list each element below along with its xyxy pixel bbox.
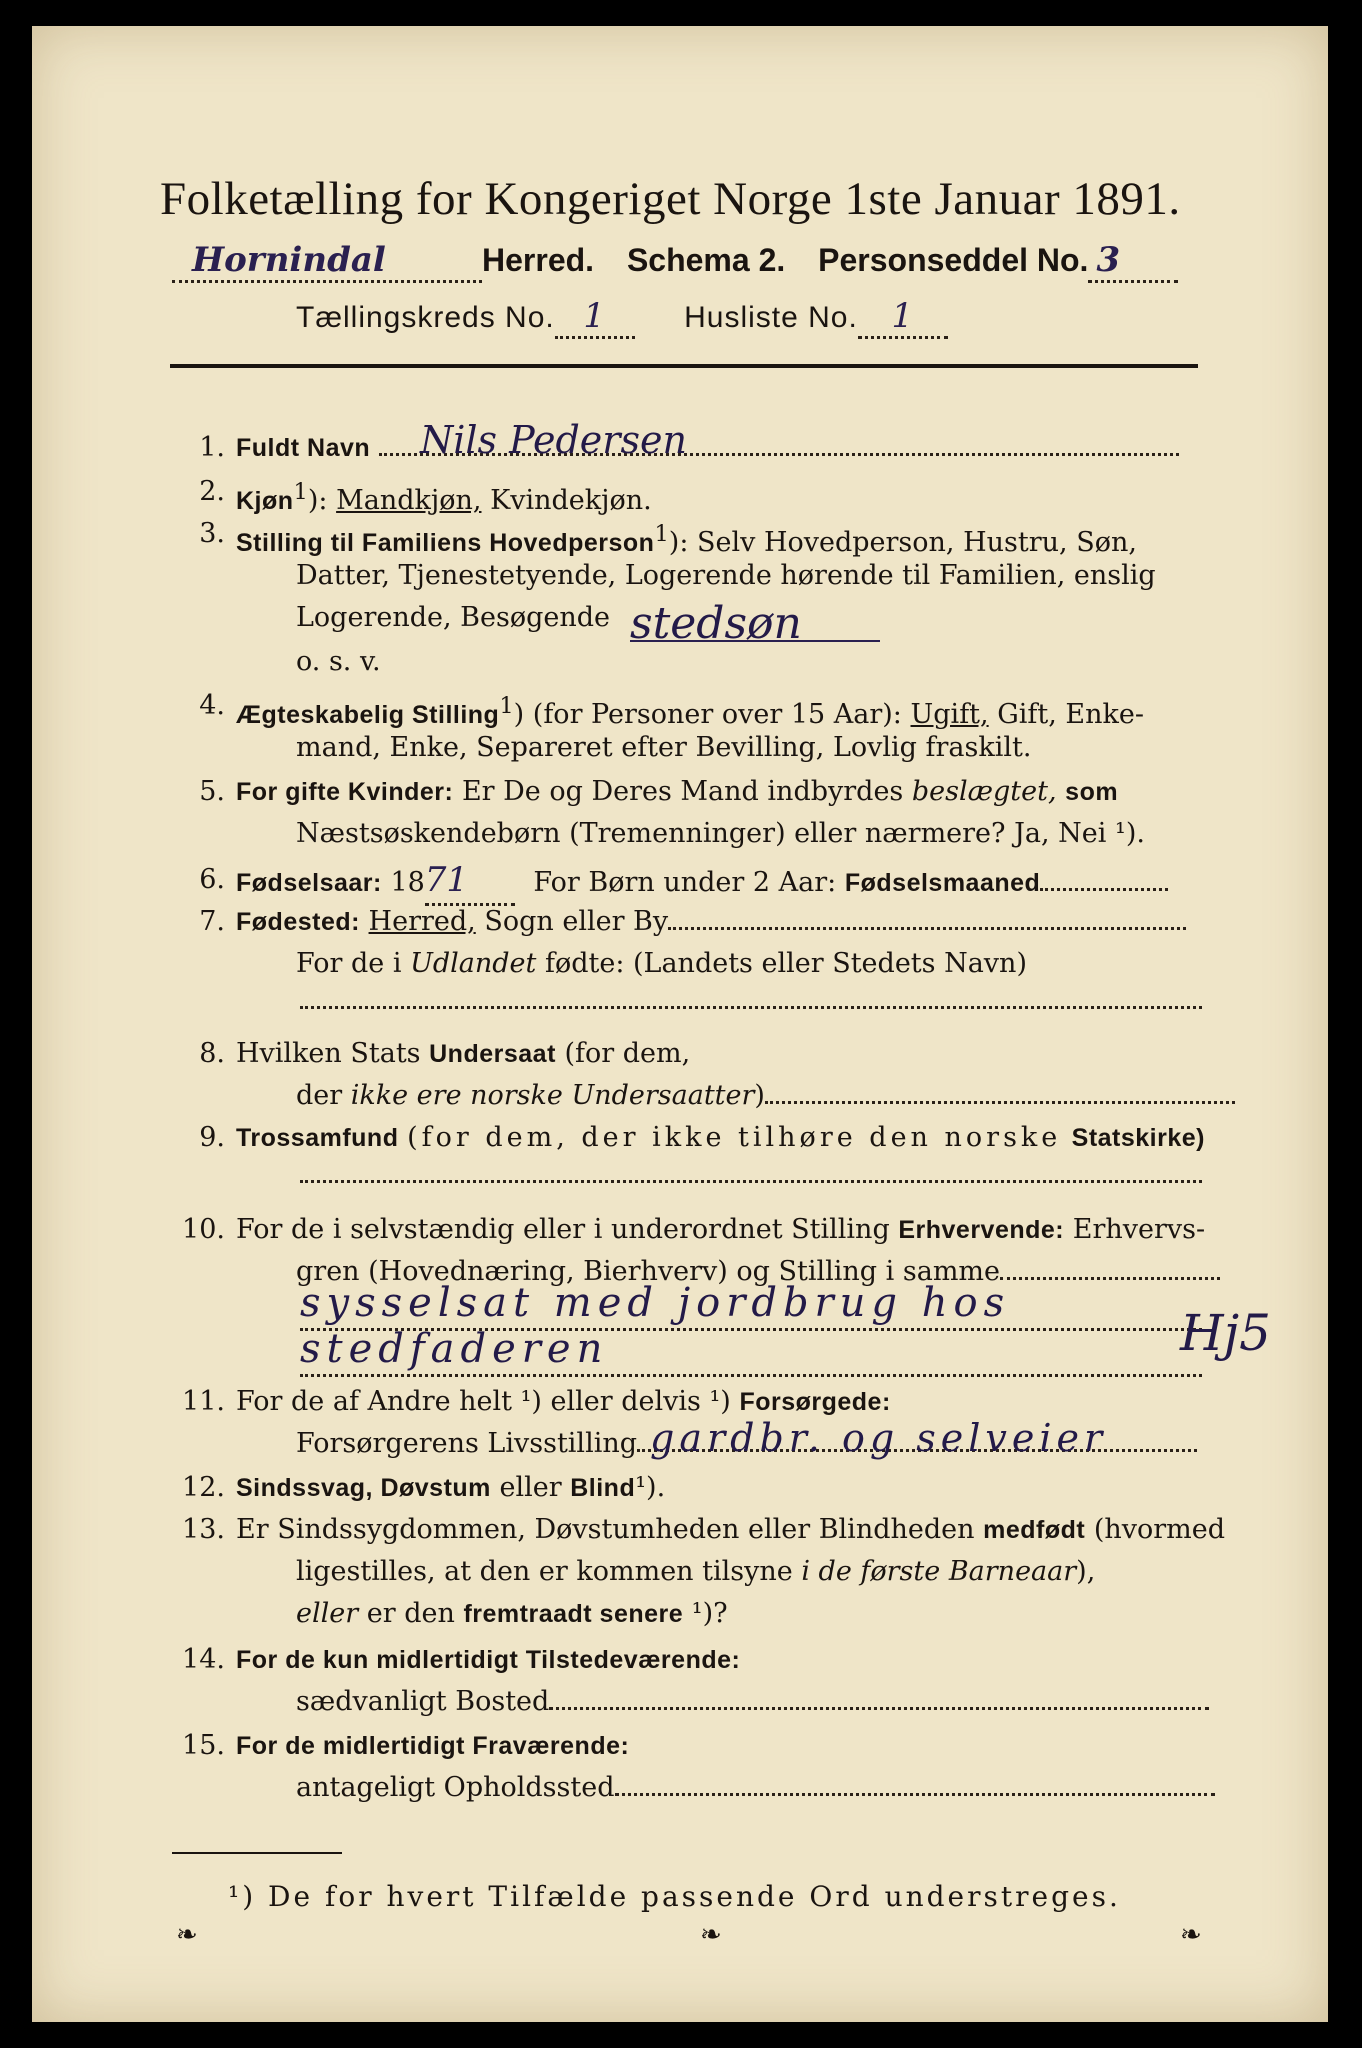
question-label: Ægteskabelig Stilling bbox=[236, 701, 500, 729]
question-text: der bbox=[296, 1080, 343, 1111]
question-text: ¹)? bbox=[691, 1598, 728, 1629]
footnote-ref: 1 bbox=[499, 693, 514, 719]
nationality-field bbox=[765, 1101, 1235, 1104]
question-text: ligestilles, at den er kommen tilsyne bbox=[296, 1556, 793, 1587]
husliste-number: 1 bbox=[891, 296, 915, 336]
ornament-center: ❧ bbox=[700, 1920, 722, 1950]
question-text: (hvormed bbox=[1093, 1514, 1226, 1545]
question-text: gren (Hovednæring, Bierhverv) og Stilling i samme bbox=[296, 1256, 1001, 1287]
question-label: medfødt bbox=[983, 1516, 1086, 1544]
question-text: o. s. v. bbox=[296, 646, 381, 677]
question-text: Sogn eller By bbox=[484, 906, 669, 937]
question-text: Datter, Tjenestetyende, Logerende hørende til Familien, enslig bbox=[296, 560, 1156, 591]
personseddel-field bbox=[1088, 240, 1178, 283]
question-number: 3. bbox=[199, 518, 225, 549]
residence-field bbox=[549, 1707, 1209, 1710]
header-herred-line bbox=[172, 240, 1178, 283]
question-label: Kjøn bbox=[236, 487, 294, 515]
question-text: (for dem, bbox=[564, 1038, 691, 1069]
question-label: Undersaat bbox=[429, 1040, 556, 1068]
question-number: 12. bbox=[182, 1472, 225, 1503]
question-text-italic: Udlandet bbox=[410, 948, 537, 979]
question-text: Selv Hovedperson, Hustru, Søn, bbox=[697, 527, 1137, 558]
question-number: 5. bbox=[199, 776, 225, 807]
question-label: Fødselsmaaned bbox=[844, 869, 1041, 897]
question-label: Fødselsaar: bbox=[236, 869, 382, 897]
personseddel-number: 3 bbox=[1096, 240, 1121, 280]
question-text: (for Personer over 15 Aar): bbox=[532, 699, 902, 730]
question-label: For gifte Kvinder: bbox=[236, 778, 454, 806]
taellingskreds-number: 1 bbox=[583, 296, 607, 336]
question-text: (for dem, der ikke tilhøre den norske bbox=[407, 1122, 1062, 1153]
option-mandkjon: Mandkjøn, bbox=[336, 485, 482, 516]
stilling-answer: stedsøn bbox=[630, 598, 802, 649]
question-text: er den bbox=[366, 1598, 455, 1629]
taellingskreds-field bbox=[555, 296, 635, 339]
question-text: fødte: (Landets eller Stedets Navn) bbox=[544, 948, 1027, 979]
question-label: Trossamfund bbox=[236, 1124, 399, 1152]
question-text: Er Sindssygdommen, Døvstumheden eller Blindheden bbox=[236, 1514, 975, 1545]
question-text: sædvanligt Bosted bbox=[296, 1686, 550, 1717]
birthplace-field bbox=[668, 927, 1186, 930]
year-answer: 71 bbox=[424, 860, 469, 900]
question-number: 10. bbox=[182, 1214, 225, 1245]
question-label: fremtraadt senere bbox=[463, 1600, 684, 1628]
occupation-field bbox=[1000, 1277, 1220, 1280]
header-krets-line bbox=[296, 296, 948, 339]
herred-label: Herred. bbox=[482, 242, 595, 278]
whereabouts-field bbox=[615, 1793, 1215, 1796]
question-text: ¹). bbox=[635, 1472, 666, 1503]
question-text: Hvilken Stats bbox=[236, 1038, 421, 1069]
option-herred: Herred, bbox=[368, 906, 476, 937]
occupation-mark: Hj5 bbox=[1180, 1304, 1271, 1362]
provider-answer: gardbr. og selveier bbox=[650, 1416, 1108, 1460]
footnote-rule bbox=[172, 1852, 342, 1854]
taellingskreds-label: Tællingskreds No. bbox=[296, 301, 555, 334]
question-text: Er De og Deres Mand indbyrdes bbox=[461, 776, 904, 807]
question-text: For de af Andre helt ¹) eller delvis ¹) bbox=[236, 1386, 731, 1417]
foreign-birthplace-field bbox=[300, 1006, 1202, 1009]
question-text: Forsørgerens Livsstilling bbox=[296, 1428, 638, 1459]
question-label: Blind bbox=[570, 1474, 636, 1502]
question-label: Fødested: bbox=[236, 908, 360, 936]
religion-field bbox=[300, 1180, 1202, 1183]
question-number: 15. bbox=[182, 1730, 225, 1761]
question-text: som bbox=[1065, 778, 1119, 806]
occupation-answer-2: stedfaderen bbox=[300, 1326, 609, 1372]
question-text: Statskirke) bbox=[1071, 1124, 1205, 1152]
herred-field bbox=[172, 240, 482, 283]
footnote: ¹) De for hvert Tilfælde passende Ord understreges. bbox=[228, 1880, 1121, 1913]
year-prefix: 18 bbox=[390, 867, 425, 898]
question-number: 11. bbox=[182, 1386, 225, 1417]
footnote-ref: 1 bbox=[293, 479, 308, 505]
question-text: For Børn under 2 Aar: bbox=[533, 867, 837, 898]
question-number: 14. bbox=[182, 1644, 225, 1675]
ornament-left: ❧ bbox=[176, 1920, 198, 1950]
question-label: For de kun midlertidigt Tilstedeværende: bbox=[236, 1646, 741, 1674]
question-label: Forsørgede: bbox=[739, 1388, 891, 1416]
question-text: ), bbox=[1076, 1556, 1096, 1587]
question-text: Erhvervs- bbox=[1072, 1214, 1206, 1245]
question-number: 13. bbox=[182, 1514, 225, 1545]
schema-label: Schema 2. bbox=[626, 242, 786, 278]
husliste-field bbox=[858, 296, 948, 339]
question-label: Fuldt Navn bbox=[236, 434, 371, 462]
question-label: Sindssvag, Døvstum bbox=[236, 1474, 491, 1502]
question-number: 6. bbox=[199, 864, 225, 895]
form-title: Folketælling for Kongeriget Norge 1ste Januar 1891. bbox=[160, 173, 1181, 225]
question-label: Stilling til Familiens Hovedperson bbox=[236, 529, 655, 557]
question-text-italic: eller bbox=[296, 1598, 359, 1629]
occupation-line-2 bbox=[300, 1374, 1202, 1377]
husliste-label: Husliste No. bbox=[684, 301, 858, 334]
occupation-answer-1: sysselsat med jordbrug hos bbox=[300, 1280, 1011, 1326]
option-kvindekjon: Kvindekjøn. bbox=[490, 485, 652, 516]
question-number: 8. bbox=[199, 1038, 225, 1069]
question-text: Logerende, Besøgende bbox=[296, 602, 610, 633]
year-field bbox=[425, 860, 515, 906]
question-text: antageligt Opholdssted bbox=[296, 1772, 615, 1803]
question-text: Gift, Enke- bbox=[997, 699, 1144, 730]
question-number: 1. bbox=[199, 432, 225, 463]
question-label: Erhvervende: bbox=[898, 1216, 1065, 1244]
question-text: For de i selvstændig eller i underordnet Stilling bbox=[236, 1214, 890, 1245]
question-text-italic: i de første Barneaar bbox=[801, 1556, 1077, 1587]
question-number: 9. bbox=[199, 1122, 225, 1153]
footnote-ref: 1 bbox=[654, 521, 669, 547]
question-number: 7. bbox=[199, 906, 225, 937]
ornament-right: ❧ bbox=[1180, 1920, 1202, 1950]
question-text: Næstsøskendebørn (Tremenninger) eller nærmere? Ja, Nei ¹). bbox=[296, 818, 1145, 849]
option-ugift: Ugift, bbox=[910, 699, 989, 730]
question-text: For de i bbox=[296, 948, 402, 979]
question-text-italic: beslægtet, bbox=[911, 776, 1057, 807]
header-rule bbox=[170, 364, 1198, 368]
question-text: eller bbox=[499, 1472, 562, 1503]
question-number: 2. bbox=[199, 476, 225, 507]
personseddel-label: Personseddel No. bbox=[818, 242, 1089, 278]
question-text: ) bbox=[754, 1080, 765, 1111]
question-number: 4. bbox=[199, 690, 225, 721]
herred-handwritten: Hornindal bbox=[192, 240, 386, 280]
question-text: mand, Enke, Separeret efter Bevilling, Lovlig fraskilt. bbox=[296, 732, 1032, 763]
month-field bbox=[1040, 888, 1168, 891]
name-answer: Nils Pedersen bbox=[420, 418, 687, 462]
question-label: For de midlertidigt Fraværende: bbox=[236, 1732, 630, 1760]
question-text-italic: ikke ere norske Undersaatter bbox=[350, 1080, 755, 1111]
